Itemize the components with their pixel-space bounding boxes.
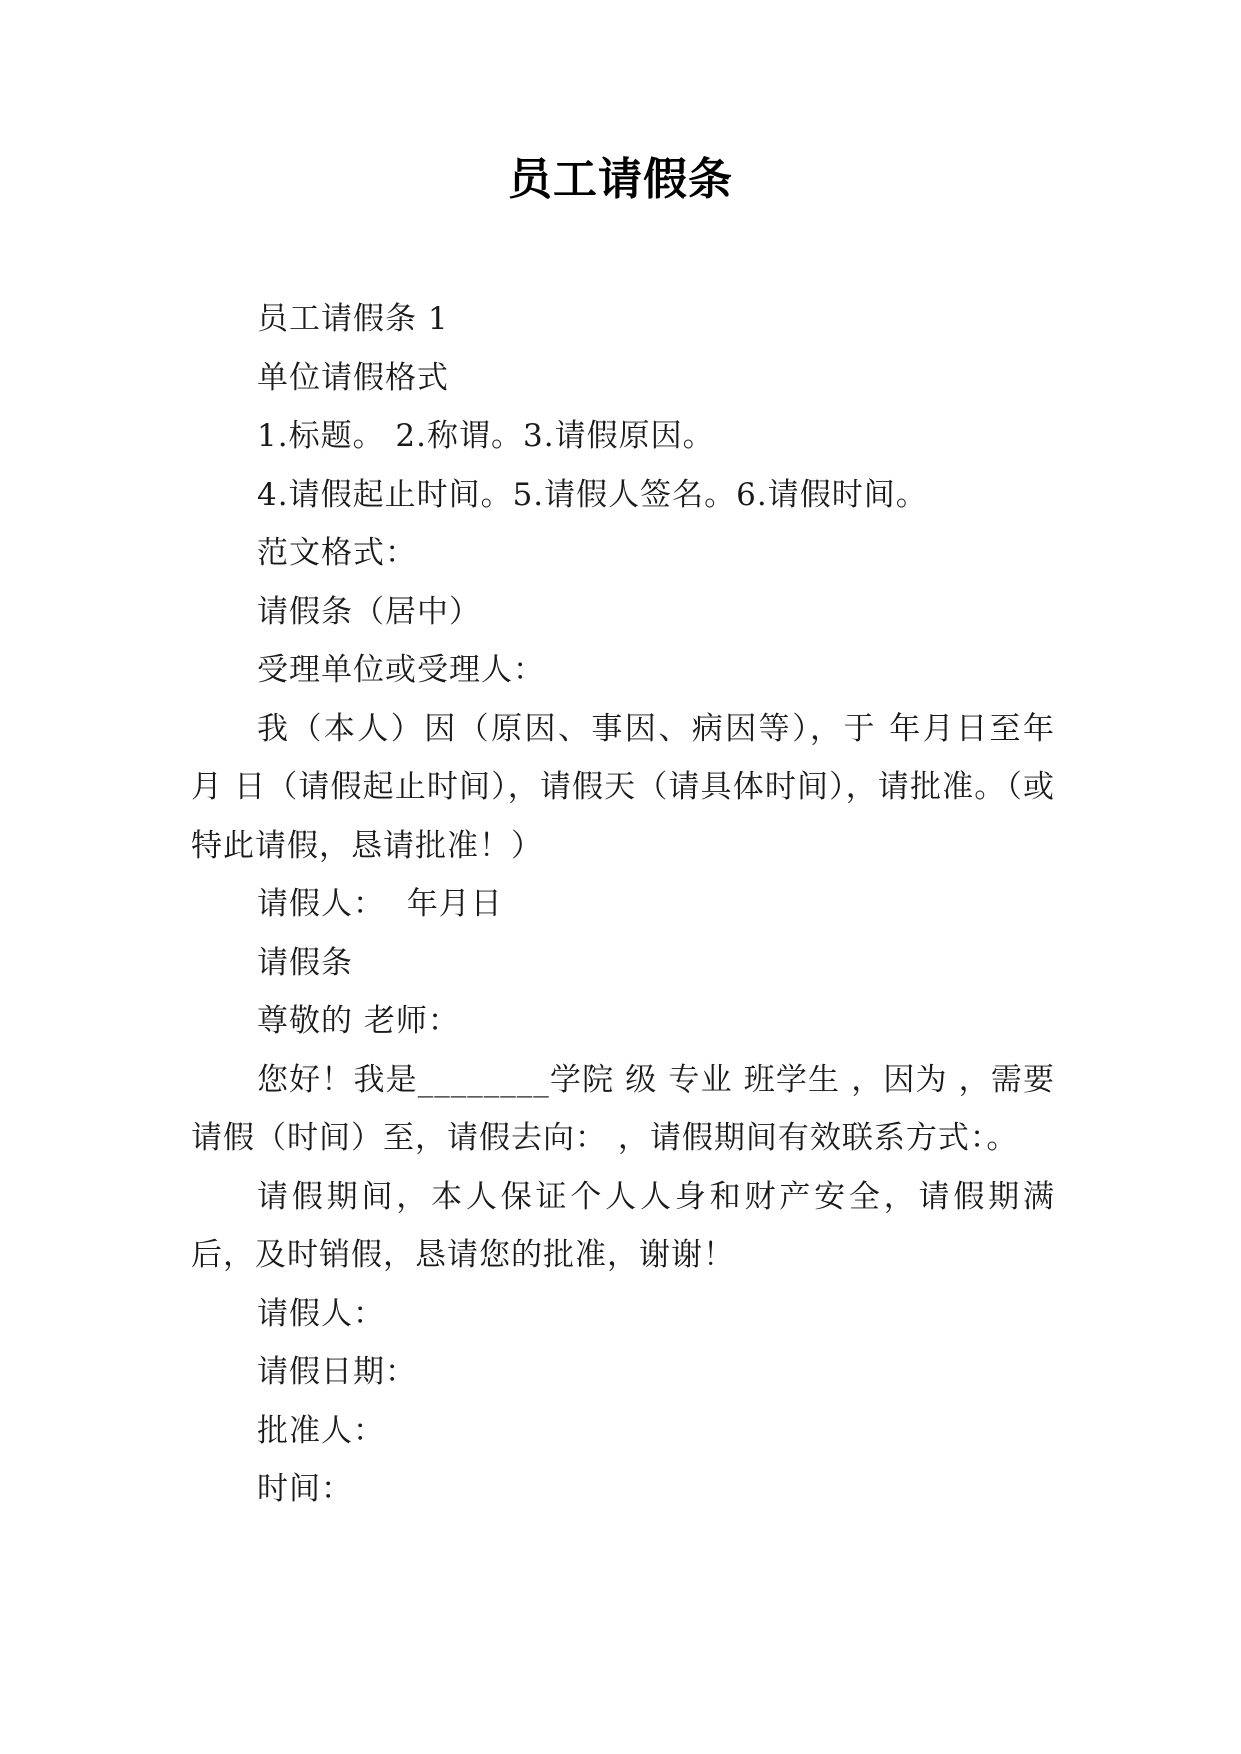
document-body [191, 290, 1066, 1519]
sample-signature-line: 请假人： 年月日 [257, 886, 503, 922]
example-salutation: 尊敬的 老师： [257, 1003, 460, 1039]
example-time-line: 时间： [257, 1471, 353, 1507]
sample-title-line: 请假条（居中） [257, 593, 481, 630]
example-body-paragraph-1: 您好！我是________学院 级 专业 班学生 ，因为 ，需要请假（时间）至，请假去向： ，请假期间有效联系方式：。 [191, 1061, 1055, 1156]
example-approver-line: 批准人： [257, 1412, 385, 1449]
format-heading: 单位请假格式 [257, 359, 449, 396]
document-title: 员工请假条 [508, 154, 733, 205]
format-items-line-2: 4.请假起止时间。5.请假人签名。6.请假时间。 [257, 476, 928, 513]
section-heading: 员工请假条 1 [257, 301, 449, 337]
example-body-paragraph-2: 请假期间，本人保证个人人身和财产安全，请假期满后，及时销假，恳请您的批准，谢谢！ [191, 1178, 1055, 1273]
example-applicant-line: 请假人： [257, 1295, 385, 1332]
sample-format-heading: 范文格式： [257, 535, 417, 571]
format-items-line-1: 1.标题。 2.称谓。3.请假原因。 [257, 418, 715, 454]
example-date-line: 请假日期： [257, 1354, 417, 1390]
sample-body-paragraph: 我（本人）因（原因、事因、病因等），于 年月日至年 月 日（请假起止时间），请假天（请具体时间），请批准。（或特此请假，恳请批准！） [191, 710, 1066, 864]
sample-recipient-line: 受理单位或受理人： [257, 652, 545, 688]
example-title: 请假条 [257, 944, 353, 981]
